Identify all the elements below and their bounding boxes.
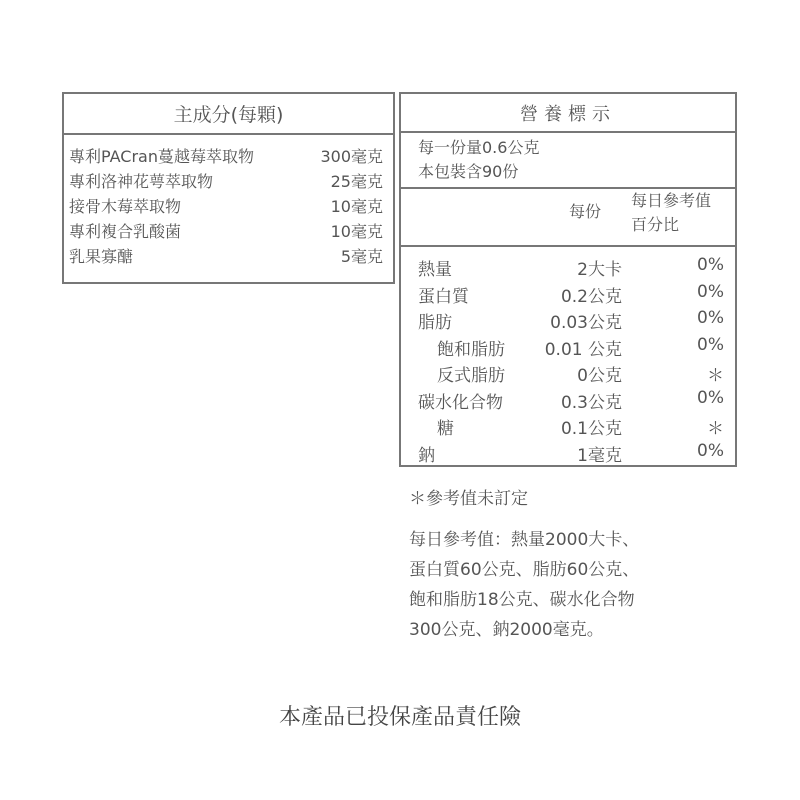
nutrient-value: 0.01 公克 bbox=[544, 339, 622, 360]
nutrient-value: 0.1公克 bbox=[560, 419, 622, 439]
ingredient-name: 專利洛神花萼萃取物 bbox=[69, 172, 214, 191]
reference-line: 蛋白質60公克、脂肪60公克、 bbox=[409, 560, 640, 580]
nutrient-row bbox=[401, 385, 735, 412]
nutrient-percent: 0% bbox=[697, 334, 724, 355]
column-headers bbox=[401, 189, 735, 247]
nutrition-facts-table bbox=[399, 92, 737, 467]
nutrient-percent: 0% bbox=[697, 387, 724, 408]
ingredient-amount: 300毫克 bbox=[320, 147, 383, 166]
nutrient-row bbox=[401, 305, 735, 332]
reference-line: 每日參考值：熱量2000大卡、 bbox=[409, 530, 640, 550]
nutrient-row bbox=[401, 438, 735, 465]
ingredient-row bbox=[64, 243, 393, 268]
nutrient-row bbox=[401, 332, 735, 359]
liability-insurance-statement: 本產品已投保產品責任險 bbox=[278, 705, 521, 730]
nutrient-percent: ＊ bbox=[707, 366, 724, 386]
ingredient-name: 乳果寡醣 bbox=[69, 247, 134, 266]
serving-size: 每一份量0.6公克 bbox=[418, 138, 540, 157]
ingredients-list bbox=[64, 135, 393, 268]
nutrient-name: 飽和脂肪 bbox=[437, 339, 505, 360]
footnotes bbox=[409, 484, 639, 645]
ingredient-row bbox=[64, 143, 393, 168]
nutrient-name: 鈉 bbox=[418, 445, 435, 466]
nutrient-value: 1毫克 bbox=[577, 445, 622, 466]
daily-reference-note bbox=[409, 525, 639, 645]
serving-info bbox=[401, 133, 735, 189]
nutrient-value: 0.3公克 bbox=[560, 392, 622, 413]
ingredient-name: 接骨木莓萃取物 bbox=[69, 197, 182, 216]
nutrient-row bbox=[401, 411, 735, 438]
nutrient-value: 0公克 bbox=[577, 366, 622, 386]
ingredients-title: 主成分(每顆) bbox=[64, 94, 393, 135]
nutrient-name: 熱量 bbox=[418, 260, 452, 280]
nutrient-row bbox=[401, 358, 735, 385]
nutrient-percent: 0% bbox=[697, 440, 724, 461]
nutrient-value: 2大卡 bbox=[577, 260, 622, 280]
ingredient-amount: 5毫克 bbox=[340, 247, 383, 266]
ingredient-amount: 25毫克 bbox=[330, 172, 383, 191]
per-serving-header: 每份 bbox=[569, 202, 602, 221]
reference-line: 300公克、鈉2000毫克。 bbox=[409, 620, 604, 640]
ingredient-name: 專利複合乳酸菌 bbox=[69, 222, 182, 241]
ingredient-amount: 10毫克 bbox=[330, 197, 383, 216]
nutrient-percent: ＊ bbox=[707, 419, 724, 439]
servings-per-pack: 本包裝含90份 bbox=[418, 162, 519, 181]
nutrient-name: 反式脂肪 bbox=[437, 366, 505, 386]
nutrient-rows bbox=[401, 247, 735, 464]
ingredients-table bbox=[62, 92, 395, 284]
nutrient-percent: 0% bbox=[697, 281, 724, 302]
nutrient-percent: 0% bbox=[697, 255, 724, 275]
daily-value-header-line1: 每日參考值 bbox=[631, 191, 712, 210]
ingredient-name: 專利PACran蔓越莓萃取物 bbox=[69, 147, 254, 166]
undetermined-reference-note: ＊參考值未訂定 bbox=[409, 489, 528, 509]
nutrient-row bbox=[401, 252, 735, 279]
nutrient-name: 碳水化合物 bbox=[418, 392, 503, 413]
nutrition-title: 營養標示 bbox=[401, 94, 735, 133]
daily-value-header-line2: 百分比 bbox=[631, 215, 680, 234]
ingredient-amount: 10毫克 bbox=[330, 222, 383, 241]
ingredient-row bbox=[64, 218, 393, 243]
nutrient-name: 脂肪 bbox=[418, 313, 452, 333]
ingredient-row bbox=[64, 168, 393, 193]
nutrient-value: 0.03公克 bbox=[550, 313, 622, 333]
daily-value-header bbox=[631, 189, 711, 237]
nutrient-percent: 0% bbox=[697, 308, 724, 328]
ingredient-row bbox=[64, 193, 393, 218]
nutrient-row bbox=[401, 279, 735, 306]
nutrient-value: 0.2公克 bbox=[560, 286, 622, 307]
reference-line: 飽和脂肪18公克、碳水化合物 bbox=[409, 590, 635, 610]
nutrient-name: 蛋白質 bbox=[418, 286, 469, 307]
nutrient-name: 糖 bbox=[437, 419, 454, 439]
